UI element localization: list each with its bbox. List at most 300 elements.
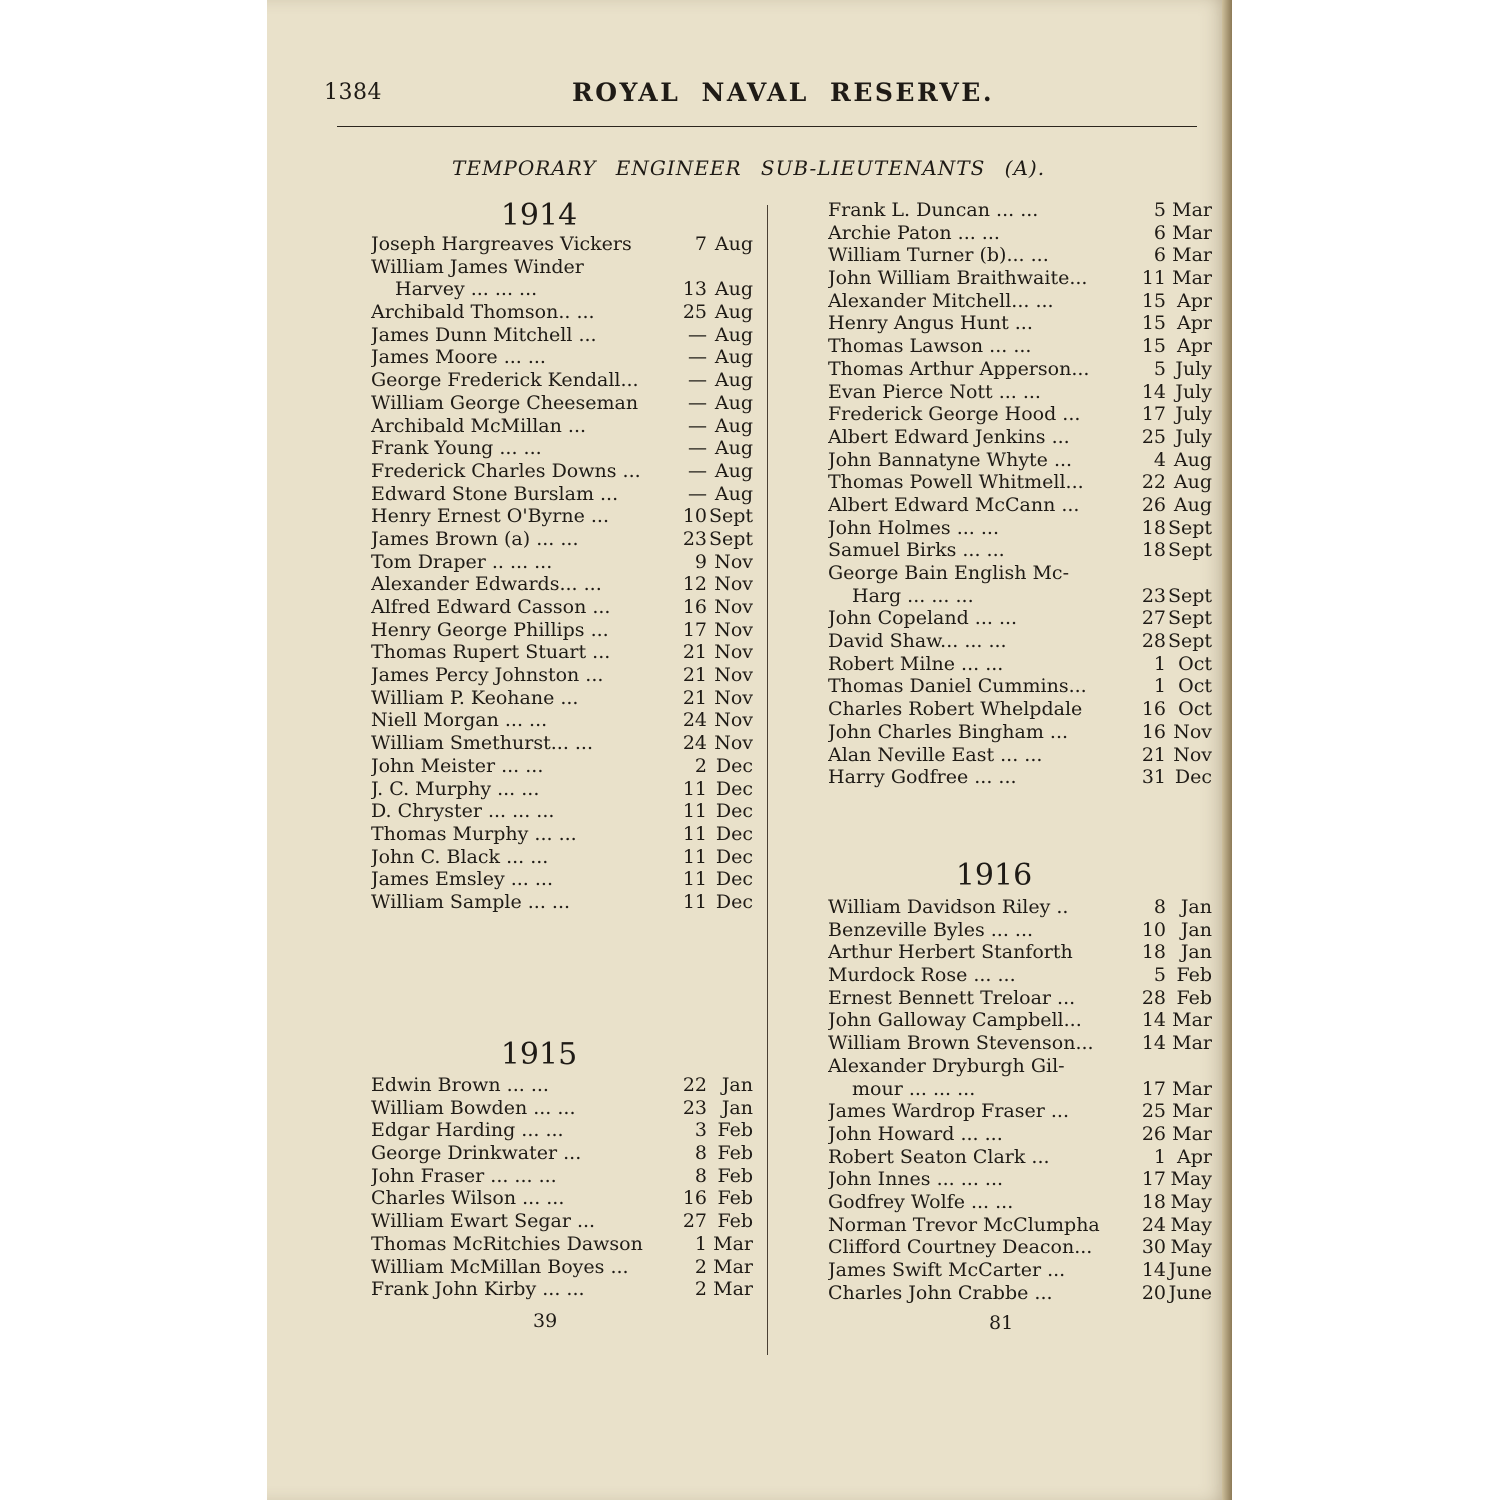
appointment-month: Aug [714,482,753,505]
officer-name: William Sample ... ... [371,890,571,913]
officer-entry [371,709,753,732]
appointment-day: 13 [682,278,707,301]
officer-entry [371,415,753,438]
officer-name: Thomas Lawson ... ... [828,335,1032,358]
officer-name: Archibald Thomson.. ... [371,301,595,324]
appointment-month: Sept [1167,584,1212,607]
officer-name: Joseph Hargreaves Vickers [371,233,632,255]
appointment-day: 8 [694,1164,707,1187]
appointment-month: June [1168,1281,1212,1304]
appointment-day: — [688,437,707,460]
officer-entry [371,800,753,823]
appointment-month: Sept [708,527,753,550]
officer-entry [371,505,753,528]
officer-name: Thomas Rupert Stuart ... [371,641,611,664]
officer-entry [371,1278,753,1301]
appointment-month: Dec [715,822,753,845]
footer-count-left: 39 [533,1310,558,1332]
officer-entry [371,1142,753,1165]
appointment-month: Feb [1176,986,1212,1009]
appointment-day: 18 [1141,516,1166,539]
appointment-day: 24 [682,709,707,732]
officer-name: John Howard ... ... [828,1122,1003,1145]
officer-entry [828,1123,1212,1146]
appointment-day: — [688,459,707,482]
officer-entry [828,1168,1212,1191]
officer-name: Godfrey Wolfe ... ... [828,1190,1014,1213]
appointment-month: Feb [1176,964,1212,987]
appointment-month: Sept [1167,630,1212,653]
appointment-month: Apr [1177,335,1212,358]
officer-name: Thomas McRitchies Dawson [371,1232,643,1255]
officer-entry [828,1055,1212,1078]
footer-count-right: 81 [989,1312,1014,1334]
appointment-month: Nov [714,686,753,709]
appointment-day: 1 [1153,652,1166,675]
officer-name: William George Cheeseman [371,391,639,414]
appointment-month: Mar [713,1255,753,1278]
officer-entry [828,222,1212,245]
appointment-day: 21 [1141,743,1166,766]
appointment-month: Apr [1177,312,1212,335]
appointment-month: Nov [714,596,753,618]
appointment-day: 28 [1141,986,1166,1009]
appointment-day: 21 [682,664,707,687]
officer-name: William Brown Stevenson... [828,1032,1094,1055]
appointment-month: Nov [714,709,753,732]
officer-name: James Dunn Mitchell ... [371,323,597,346]
officer-entry [828,1259,1212,1282]
appointment-day: 10 [682,505,707,528]
appointment-month: Nov [1173,720,1212,743]
officer-entry [828,1191,1212,1214]
officer-entry [828,744,1212,767]
officer-name: D. Chryster ... ... ... [371,800,555,823]
appointment-month: Aug [1173,493,1212,516]
appointment-day: 14 [1141,1259,1166,1281]
officer-name: John Holmes ... ... [828,516,999,539]
appointment-month: Apr [1177,289,1212,312]
officer-name: William P. Keohane ... [371,686,579,709]
appointment-day: — [688,482,707,505]
appointment-day: 30 [1141,1236,1166,1259]
officer-name: Frank John Kirby ... ... [371,1278,585,1301]
officer-name: Thomas Powell Whitmell... [828,471,1084,494]
officer-entry [828,585,1212,608]
officer-name: John Copeland ... ... [828,607,1018,630]
officer-entry [828,1146,1212,1169]
appointment-month: Feb [717,1187,753,1210]
officer-entry [828,1214,1212,1237]
appointment-month: Aug [714,278,753,301]
officer-name: John Innes ... ... ... [828,1168,1004,1191]
officer-name: Evan Pierce Nott ... ... [828,380,1041,403]
appointment-month [707,256,753,279]
officer-name: Alfred Edward Casson ... [371,596,611,618]
appointment-day: 18 [1141,1190,1166,1213]
officer-entry [828,494,1212,517]
officer-name: William McMillan Boyes ... [371,1255,629,1278]
officer-entry [371,823,753,846]
officer-entry [371,1233,753,1256]
officer-name: Charles Robert Whelpdale [828,698,1083,721]
officer-entry [371,641,753,664]
appointment-day: 15 [1141,335,1166,358]
officer-entry [828,766,1212,789]
officer-name: James Percy Johnston ... [371,664,604,687]
appointment-day: 2 [694,1255,707,1278]
appointment-day: 24 [1141,1213,1166,1236]
officer-entry [371,1097,753,1120]
officer-entry [371,1210,753,1233]
officer-name: Thomas Arthur Apperson... [828,357,1090,380]
officer-name: Albert Edward McCann ... [828,493,1080,516]
appointment-month: Sept [1167,607,1212,630]
officer-name: Harvey ... ... ... [395,278,538,301]
appointment-day: 23 [682,527,707,550]
appointment-month: June [1168,1259,1212,1281]
appointment-month: July [1175,425,1212,448]
appointment-day: 17 [1141,1077,1166,1100]
officer-entry [828,1078,1212,1101]
officer-name: Archie Paton ... ... [828,221,1000,244]
appointment-month: Mar [1172,1100,1212,1123]
appointment-day: 27 [682,1210,707,1233]
appointment-day: 18 [1141,941,1166,964]
officer-name: Robert Seaton Clark ... [828,1145,1050,1168]
appointment-day: 16 [682,596,707,618]
appointment-day: 16 [682,1187,707,1210]
appointment-month: May [1170,1190,1212,1213]
appointment-day: 14 [1141,1032,1166,1055]
appointment-day: — [688,391,707,414]
appointment-day: 24 [682,732,707,755]
officer-name: John Charles Bingham ... [828,720,1069,743]
appointment-day: 22 [682,1074,707,1096]
appointment-month: Jan [721,1074,753,1096]
appointment-month: Mar [1172,1032,1212,1055]
officer-name: Edward Stone Burslam ... [371,482,619,505]
officer-entry [828,199,1212,222]
appointment-month: Mar [1172,1009,1212,1032]
appointment-month: July [1175,380,1212,403]
officer-name: Norman Trevor McClumpha [828,1213,1100,1236]
officer-entry [828,987,1212,1010]
appointment-day: 16 [1141,720,1166,743]
officer-name: Charles John Crabbe ... [828,1281,1053,1304]
officer-name: James Swift McCarter ... [828,1259,1066,1281]
officer-name: Archibald McMillan ... [371,414,587,437]
officer-name: James Moore ... ... [371,346,546,369]
appointment-day [673,256,707,279]
officer-entry [828,653,1212,676]
officer-entry [371,369,753,392]
appointment-month: Dec [715,800,753,823]
appointment-day: 25 [682,301,707,324]
appointment-day: 2 [694,754,707,777]
column-divider [767,205,768,1355]
appointment-month: Dec [715,845,753,868]
appointment-day: 25 [1141,425,1166,448]
appointment-month: Nov [714,641,753,664]
appointment-day: 11 [1141,267,1166,290]
appointment-day: 1 [694,1232,707,1255]
officer-name: J. C. Murphy ... ... [371,777,540,800]
appointment-month: May [1170,1168,1212,1191]
officer-name: Alexander Mitchell... ... [828,289,1054,312]
officer-entry [828,267,1212,290]
year-heading-1916: 1916 [955,858,1033,893]
officer-entry [371,1165,753,1188]
officer-entry [828,539,1212,562]
appointment-month: Feb [717,1142,753,1165]
appointment-day: 5 [1153,964,1166,987]
appointment-month [1166,562,1212,585]
appointment-month: Oct [1178,675,1212,698]
officer-entry [371,846,753,869]
appointment-day: 16 [1141,698,1166,721]
appointment-month: Aug [714,391,753,414]
officer-entry [371,664,753,687]
book-page [267,0,1232,1500]
officer-name: William Bowden ... ... [371,1096,576,1119]
appointment-month: Aug [714,437,753,460]
officer-entry [371,619,753,642]
officer-name: Arthur Herbert Stanforth [828,941,1073,964]
appointment-month: Sept [1167,539,1212,562]
appointment-day: 5 [1153,357,1166,380]
appointment-day: 5 [1153,199,1166,221]
appointment-day: 4 [1153,448,1166,471]
appointment-day [1132,562,1166,585]
appointment-month: Nov [714,618,753,641]
page-spine-shadow [1222,0,1232,1500]
appointment-month: Nov [1173,743,1212,766]
officer-entry [371,460,753,483]
officer-list-1916 [828,896,1212,1304]
appointment-day: 12 [682,573,707,596]
appointment-day: 11 [682,845,707,868]
year-heading-1915: 1915 [500,1037,578,1072]
appointment-month: Aug [714,323,753,346]
appointment-day: 10 [1141,918,1166,941]
appointment-month: Sept [1167,516,1212,539]
officer-name: John Bannatyne Whyte ... [828,448,1073,471]
officer-entry [371,324,753,347]
appointment-month: Mar [1172,244,1212,267]
officer-entry [371,1187,753,1210]
appointment-day: 11 [682,868,707,891]
appointment-day: 14 [1141,1009,1166,1032]
officer-entry [828,919,1212,942]
officer-name: Clifford Courtney Deacon... [828,1236,1093,1259]
officer-entry [828,358,1212,381]
officer-name: David Shaw... ... ... [828,630,1007,653]
officer-name: James Wardrop Fraser ... [828,1100,1069,1123]
appointment-day: 11 [682,800,707,823]
appointment-month: Mar [1172,221,1212,244]
appointment-month: Aug [714,369,753,392]
officer-entry [371,755,753,778]
officer-name: William James Winder [371,255,584,278]
appointment-month: Mar [1172,267,1212,290]
appointment-day: 6 [1153,244,1166,267]
page-number: 1384 [324,80,382,105]
appointment-month: Mar [1172,1122,1212,1145]
appointment-day: 28 [1141,630,1166,653]
officer-name: Robert Milne ... ... [828,652,1004,675]
appointment-month: July [1175,357,1212,380]
appointment-month: Nov [714,573,753,596]
officer-name: Alexander Edwards... ... [371,573,602,596]
officer-name: Frank Young ... ... [371,437,542,460]
appointment-day: 9 [694,550,707,573]
appointment-month: Aug [714,459,753,482]
officer-name: Edgar Harding ... ... [371,1119,564,1142]
appointment-month: July [1175,403,1212,426]
officer-name: William Turner (b)... ... [828,244,1049,267]
officer-entry [828,675,1212,698]
appointment-month: Mar [1172,1077,1212,1100]
officer-name: William Ewart Segar ... [371,1210,596,1233]
officer-name: John C. Black ... ... [371,845,549,868]
appointment-month: Aug [714,301,753,324]
officer-name: William Davidson Riley .. [828,896,1069,918]
appointment-month: Aug [714,346,753,369]
officer-name: Frederick Charles Downs ... [371,459,641,482]
officer-entry [828,721,1212,744]
officer-entry [371,1256,753,1279]
officer-entry [371,528,753,551]
officer-entry [371,778,753,801]
officer-name: Frank L. Duncan ... ... [828,199,1039,221]
officer-name: John William Braithwaite... [828,267,1088,290]
appointment-day: 26 [1141,1122,1166,1145]
officer-entry [828,312,1212,335]
appointment-day: 11 [682,822,707,845]
officer-entry [371,1074,753,1097]
officer-entry [828,426,1212,449]
officer-name: Edwin Brown ... ... [371,1074,549,1096]
appointment-day: 3 [694,1119,707,1142]
appointment-day: 14 [1141,380,1166,403]
officer-entry [371,256,753,279]
appointment-month: Nov [714,550,753,573]
appointment-month: Aug [1173,448,1212,471]
appointment-month: May [1170,1213,1212,1236]
officer-name: Charles Wilson ... ... [371,1187,565,1210]
officer-name: Harg ... ... ... [852,584,974,607]
appointment-day: 7 [694,233,707,255]
appointment-month: Dec [715,890,753,913]
appointment-month: Mar [713,1232,753,1255]
officer-name: Alexander Dryburgh Gil- [828,1054,1065,1077]
appointment-month: Oct [1178,698,1212,721]
appointment-month: Aug [714,233,753,255]
appointment-day: 21 [682,641,707,664]
officer-entry [828,290,1212,313]
officer-entry [828,244,1212,267]
appointment-month: Nov [714,732,753,755]
officer-name: James Emsley ... ... [371,868,554,891]
officer-entry [371,573,753,596]
page-title: ROYAL NAVAL RESERVE. [572,78,995,107]
appointment-day: — [688,414,707,437]
officer-name: Henry Ernest O'Byrne ... [371,505,609,528]
appointment-day: 31 [1141,766,1166,789]
appointment-month: Aug [1173,471,1212,494]
officer-entry [828,335,1212,358]
appointment-day [1132,1055,1166,1078]
appointment-month: Mar [713,1278,753,1301]
officer-entry [828,403,1212,426]
officer-entry [371,346,753,369]
officer-entry [828,896,1212,919]
appointment-day: 1 [1153,1145,1166,1168]
appointment-day: 17 [1141,1168,1166,1191]
officer-name: Harry Godfree ... ... [828,766,1017,789]
header-rule [337,126,1197,127]
appointment-day: 23 [1141,584,1166,607]
officer-entry [371,596,753,619]
appointment-day: — [688,346,707,369]
officer-name: John Fraser ... ... ... [371,1164,557,1187]
officer-name: Murdock Rose ... ... [828,964,1016,987]
appointment-day: 27 [1141,607,1166,630]
officer-entry [828,630,1212,653]
officer-name: mour ... ... ... [852,1077,976,1100]
appointment-day: 6 [1153,221,1166,244]
officer-entry [371,891,753,914]
officer-name: Henry George Phillips ... [371,618,609,641]
appointment-month: Jan [721,1096,753,1119]
officer-name: George Drinkwater ... [371,1142,582,1165]
appointment-month: Dec [715,868,753,891]
officer-name: Alan Neville East ... ... [828,743,1043,766]
appointment-month: Feb [717,1210,753,1233]
appointment-day: 1 [1153,675,1166,698]
appointment-month: Nov [714,664,753,687]
appointment-day: 23 [682,1096,707,1119]
officer-name: Samuel Birks ... ... [828,539,1005,562]
officer-name: William Smethurst... ... [371,732,594,755]
officer-entry [828,607,1212,630]
appointment-day: 15 [1141,312,1166,335]
officer-entry [371,687,753,710]
officer-entry [828,1282,1212,1305]
appointment-day: 15 [1141,289,1166,312]
officer-name: Thomas Murphy ... ... [371,822,577,845]
appointment-month: Dec [1174,766,1212,789]
officer-list-1915 [371,1074,753,1301]
appointment-month: Feb [717,1164,753,1187]
officer-entry [371,301,753,324]
officer-entry [371,233,753,256]
appointment-day: 8 [694,1142,707,1165]
officer-name: Benzeville Byles ... ... [828,918,1034,941]
officer-entry [828,1236,1212,1259]
appointment-day: 17 [682,618,707,641]
officer-entry [828,449,1212,472]
appointment-day: 2 [694,1278,707,1301]
appointment-month: May [1170,1236,1212,1259]
officer-name: George Frederick Kendall... [371,369,639,392]
appointment-month: Aug [714,414,753,437]
officer-name: John Meister ... ... [371,754,544,777]
appointment-month: Apr [1177,1145,1212,1168]
officer-entry [828,381,1212,404]
appointment-day: 8 [1153,896,1166,918]
